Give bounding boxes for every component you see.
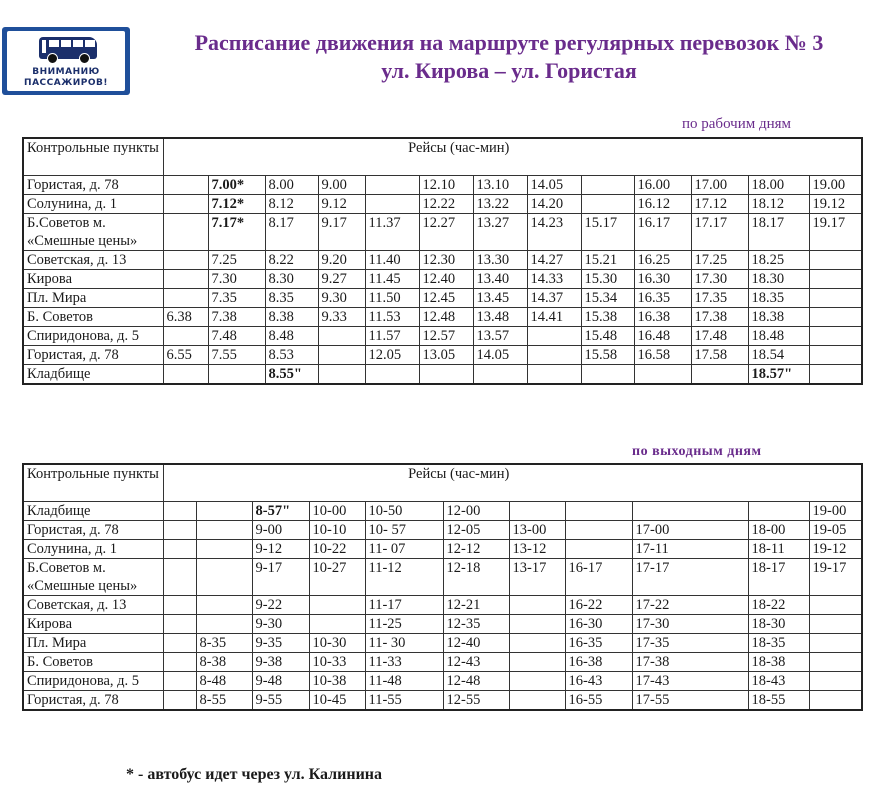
time-cell <box>365 195 419 214</box>
time-cell: 11-17 <box>365 596 443 615</box>
time-cell <box>565 502 632 521</box>
header-points: Контрольные пункты <box>23 464 163 502</box>
time-cell <box>163 672 196 691</box>
time-cell: 7.48 <box>208 327 265 346</box>
time-cell: 15.58 <box>581 346 634 365</box>
time-cell: 12-43 <box>443 653 509 672</box>
time-cell: 17-17 <box>632 559 748 596</box>
logo-line2: ПАССАЖИРОВ! <box>24 78 108 88</box>
logo-line1: ВНИМАНИЮ <box>32 67 100 77</box>
time-cell: 19-05 <box>809 521 862 540</box>
time-cell <box>809 270 862 289</box>
control-point: Б. Советов <box>23 308 163 327</box>
time-cell: 15.38 <box>581 308 634 327</box>
time-cell: 18-11 <box>748 540 809 559</box>
time-cell <box>509 502 565 521</box>
time-cell: 12.45 <box>419 289 473 308</box>
time-cell: 12-48 <box>443 672 509 691</box>
time-cell: 18.54 <box>748 346 809 365</box>
table-row <box>23 176 862 195</box>
time-cell: 8.53 <box>265 346 318 365</box>
table-row <box>23 559 862 596</box>
table-row <box>23 634 862 653</box>
control-point: Солунина, д. 1 <box>23 195 163 214</box>
time-cell: 8.30 <box>265 270 318 289</box>
time-cell: 14.37 <box>527 289 581 308</box>
time-cell: 18.57" <box>748 365 809 385</box>
time-cell: 11.53 <box>365 308 419 327</box>
table-row <box>23 615 862 634</box>
table-row <box>23 308 862 327</box>
time-cell: 9-12 <box>252 540 309 559</box>
time-cell: 16.35 <box>634 289 691 308</box>
table-row <box>23 596 862 615</box>
time-cell <box>691 365 748 385</box>
time-cell: 16-43 <box>565 672 632 691</box>
time-cell: 17.25 <box>691 251 748 270</box>
table-row <box>23 346 862 365</box>
time-cell <box>163 270 208 289</box>
time-cell: 9-48 <box>252 672 309 691</box>
time-cell: 11- 30 <box>365 634 443 653</box>
time-cell: 12-18 <box>443 559 509 596</box>
time-cell <box>163 634 196 653</box>
time-cell: 13.57 <box>473 327 527 346</box>
control-point: Гористая, д. 78 <box>23 176 163 195</box>
time-cell: 12-55 <box>443 691 509 711</box>
time-cell: 12-00 <box>443 502 509 521</box>
control-point: Советская, д. 13 <box>23 251 163 270</box>
table-row <box>23 195 862 214</box>
time-cell <box>581 365 634 385</box>
time-cell: 19.12 <box>809 195 862 214</box>
time-cell: 10- 57 <box>365 521 443 540</box>
time-cell: 6.55 <box>163 346 208 365</box>
weekend-schedule-table <box>22 463 863 711</box>
time-cell: 9-38 <box>252 653 309 672</box>
time-cell: 11- 07 <box>365 540 443 559</box>
time-cell: 14.41 <box>527 308 581 327</box>
time-cell: 8-48 <box>196 672 252 691</box>
time-cell: 13.22 <box>473 195 527 214</box>
time-cell: 17.30 <box>691 270 748 289</box>
time-cell <box>196 596 252 615</box>
time-cell <box>509 596 565 615</box>
time-cell <box>809 596 862 615</box>
time-cell: 10-45 <box>309 691 365 711</box>
time-cell <box>318 327 365 346</box>
time-cell <box>581 176 634 195</box>
time-cell <box>809 251 862 270</box>
control-point: Б.Советов м. «Смешные цены» <box>23 559 163 596</box>
time-cell: 8-35 <box>196 634 252 653</box>
time-cell: 16.48 <box>634 327 691 346</box>
time-cell: 17.00 <box>691 176 748 195</box>
time-cell: 9.12 <box>318 195 365 214</box>
table-row <box>23 502 862 521</box>
time-cell <box>163 540 196 559</box>
time-cell <box>509 672 565 691</box>
time-cell: 12-12 <box>443 540 509 559</box>
time-cell: 11.40 <box>365 251 419 270</box>
time-cell: 16.12 <box>634 195 691 214</box>
time-cell: 8.00 <box>265 176 318 195</box>
time-cell: 14.23 <box>527 214 581 251</box>
control-point: Советская, д. 13 <box>23 596 163 615</box>
time-cell <box>163 521 196 540</box>
time-cell: 9-17 <box>252 559 309 596</box>
time-cell <box>632 502 748 521</box>
time-cell: 10-33 <box>309 653 365 672</box>
time-cell: 8-57" <box>252 502 309 521</box>
time-cell <box>309 615 365 634</box>
time-cell: 18.35 <box>748 289 809 308</box>
time-cell: 12-21 <box>443 596 509 615</box>
time-cell <box>163 615 196 634</box>
table-row <box>23 365 862 385</box>
weekday-schedule-table <box>22 137 863 385</box>
control-point: Гористая, д. 78 <box>23 521 163 540</box>
time-cell: 13.05 <box>419 346 473 365</box>
time-cell: 12.57 <box>419 327 473 346</box>
time-cell: 6.38 <box>163 308 208 327</box>
time-cell <box>163 596 196 615</box>
time-cell: 14.05 <box>473 346 527 365</box>
time-cell <box>527 365 581 385</box>
time-cell: 11.57 <box>365 327 419 346</box>
time-cell: 13-00 <box>509 521 565 540</box>
time-cell: 18.12 <box>748 195 809 214</box>
time-cell: 18-17 <box>748 559 809 596</box>
time-cell: 17-30 <box>632 615 748 634</box>
page-subtitle: ул. Кирова – ул. Гористая <box>381 58 637 83</box>
time-cell: 13.27 <box>473 214 527 251</box>
table-row <box>23 521 862 540</box>
time-cell: 14.05 <box>527 176 581 195</box>
time-cell <box>365 176 419 195</box>
time-cell: 17.38 <box>691 308 748 327</box>
time-cell: 11.50 <box>365 289 419 308</box>
time-cell <box>163 251 208 270</box>
time-cell: 10-00 <box>309 502 365 521</box>
time-cell: 11.37 <box>365 214 419 251</box>
time-cell: 7.17* <box>208 214 265 251</box>
time-cell: 16-55 <box>565 691 632 711</box>
time-cell <box>809 634 862 653</box>
time-cell <box>196 540 252 559</box>
time-cell <box>365 365 419 385</box>
time-cell: 9-22 <box>252 596 309 615</box>
time-cell: 9-00 <box>252 521 309 540</box>
time-cell: 14.33 <box>527 270 581 289</box>
time-cell: 11-48 <box>365 672 443 691</box>
time-cell: 12.05 <box>365 346 419 365</box>
time-cell: 13.30 <box>473 251 527 270</box>
table-row <box>23 214 862 251</box>
header-trips: Рейсы (час-мин) <box>163 138 862 176</box>
time-cell <box>473 365 527 385</box>
time-cell: 18.30 <box>748 270 809 289</box>
time-cell <box>163 214 208 251</box>
time-cell: 14.20 <box>527 195 581 214</box>
time-cell: 17.35 <box>691 289 748 308</box>
weekday-label: по рабочим дням <box>682 116 792 132</box>
time-cell <box>163 365 208 385</box>
time-cell: 7.12* <box>208 195 265 214</box>
time-cell: 17-38 <box>632 653 748 672</box>
time-cell: 8.22 <box>265 251 318 270</box>
time-cell: 7.30 <box>208 270 265 289</box>
table-row <box>23 540 862 559</box>
time-cell: 18-43 <box>748 672 809 691</box>
time-cell: 16-30 <box>565 615 632 634</box>
time-cell <box>809 365 862 385</box>
time-cell: 11-33 <box>365 653 443 672</box>
time-cell: 16-22 <box>565 596 632 615</box>
time-cell: 13.10 <box>473 176 527 195</box>
time-cell <box>509 653 565 672</box>
time-cell <box>809 615 862 634</box>
time-cell: 18-38 <box>748 653 809 672</box>
time-cell <box>748 502 809 521</box>
control-point: Спиридонова, д. 5 <box>23 327 163 346</box>
table-row <box>23 327 862 346</box>
time-cell: 11-55 <box>365 691 443 711</box>
time-cell <box>163 691 196 711</box>
time-cell: 17.17 <box>691 214 748 251</box>
time-cell <box>509 634 565 653</box>
time-cell: 12.30 <box>419 251 473 270</box>
time-cell: 10-38 <box>309 672 365 691</box>
time-cell: 8.55" <box>265 365 318 385</box>
time-cell: 13-12 <box>509 540 565 559</box>
time-cell: 12.22 <box>419 195 473 214</box>
time-cell: 9.27 <box>318 270 365 289</box>
time-cell: 8-55 <box>196 691 252 711</box>
time-cell: 7.35 <box>208 289 265 308</box>
time-cell: 11.45 <box>365 270 419 289</box>
table-row <box>23 691 862 711</box>
time-cell: 19-00 <box>809 502 862 521</box>
time-cell: 18-35 <box>748 634 809 653</box>
time-cell <box>163 176 208 195</box>
control-point: Спиридонова, д. 5 <box>23 672 163 691</box>
time-cell: 10-30 <box>309 634 365 653</box>
time-cell: 12.48 <box>419 308 473 327</box>
control-point: Гористая, д. 78 <box>23 691 163 711</box>
time-cell: 9.17 <box>318 214 365 251</box>
time-cell <box>318 346 365 365</box>
time-cell <box>527 327 581 346</box>
time-cell: 16.17 <box>634 214 691 251</box>
time-cell: 12-40 <box>443 634 509 653</box>
time-cell: 17.12 <box>691 195 748 214</box>
time-cell: 16.00 <box>634 176 691 195</box>
time-cell <box>208 365 265 385</box>
time-cell: 15.17 <box>581 214 634 251</box>
time-cell <box>809 327 862 346</box>
time-cell <box>809 346 862 365</box>
time-cell: 17-43 <box>632 672 748 691</box>
header-trips: Рейсы (час-мин) <box>163 464 862 502</box>
time-cell <box>565 540 632 559</box>
time-cell <box>565 521 632 540</box>
time-cell <box>163 653 196 672</box>
time-cell <box>809 691 862 711</box>
time-cell: 16.25 <box>634 251 691 270</box>
time-cell <box>196 521 252 540</box>
time-cell: 8.38 <box>265 308 318 327</box>
time-cell: 17-00 <box>632 521 748 540</box>
time-cell: 8.12 <box>265 195 318 214</box>
time-cell: 15.30 <box>581 270 634 289</box>
time-cell: 15.21 <box>581 251 634 270</box>
control-point: Кирова <box>23 270 163 289</box>
time-cell: 9-55 <box>252 691 309 711</box>
time-cell: 9.20 <box>318 251 365 270</box>
control-point: Гористая, д. 78 <box>23 346 163 365</box>
time-cell: 15.34 <box>581 289 634 308</box>
time-cell: 15.48 <box>581 327 634 346</box>
time-cell: 8-38 <box>196 653 252 672</box>
control-point: Кладбище <box>23 365 163 385</box>
control-point: Б. Советов <box>23 653 163 672</box>
time-cell: 16-35 <box>565 634 632 653</box>
time-cell: 11-25 <box>365 615 443 634</box>
time-cell <box>196 502 252 521</box>
table-header-row <box>23 464 862 502</box>
time-cell: 13.48 <box>473 308 527 327</box>
time-cell: 18.38 <box>748 308 809 327</box>
time-cell: 14.27 <box>527 251 581 270</box>
control-point: Б.Советов м. «Смешные цены» <box>23 214 163 251</box>
time-cell <box>318 365 365 385</box>
time-cell: 8.48 <box>265 327 318 346</box>
control-point: Кирова <box>23 615 163 634</box>
table-row <box>23 270 862 289</box>
time-cell <box>196 559 252 596</box>
time-cell: 7.38 <box>208 308 265 327</box>
time-cell: 17-55 <box>632 691 748 711</box>
table-header-row <box>23 138 862 176</box>
time-cell: 7.55 <box>208 346 265 365</box>
footnote: * - автобус идет через ул. Калинина <box>126 766 383 783</box>
time-cell: 19-17 <box>809 559 862 596</box>
time-cell: 9.33 <box>318 308 365 327</box>
time-cell: 10-22 <box>309 540 365 559</box>
time-cell <box>419 365 473 385</box>
table-row <box>23 289 862 308</box>
time-cell: 9.00 <box>318 176 365 195</box>
time-cell <box>163 327 208 346</box>
time-cell: 8.35 <box>265 289 318 308</box>
time-cell <box>163 502 196 521</box>
time-cell: 16.30 <box>634 270 691 289</box>
time-cell: 18.25 <box>748 251 809 270</box>
time-cell: 9.30 <box>318 289 365 308</box>
control-point: Кладбище <box>23 502 163 521</box>
time-cell <box>809 653 862 672</box>
time-cell: 10-10 <box>309 521 365 540</box>
time-cell: 10-27 <box>309 559 365 596</box>
time-cell: 16-38 <box>565 653 632 672</box>
control-point: Солунина, д. 1 <box>23 540 163 559</box>
time-cell: 18-00 <box>748 521 809 540</box>
table-row <box>23 672 862 691</box>
bus-icon <box>39 37 97 59</box>
time-cell <box>309 596 365 615</box>
time-cell <box>809 289 862 308</box>
time-cell: 12.27 <box>419 214 473 251</box>
time-cell: 17.58 <box>691 346 748 365</box>
time-cell: 17-11 <box>632 540 748 559</box>
time-cell: 9-35 <box>252 634 309 653</box>
time-cell: 19.00 <box>809 176 862 195</box>
time-cell: 7.00* <box>208 176 265 195</box>
time-cell: 8.17 <box>265 214 318 251</box>
time-cell: 11-12 <box>365 559 443 596</box>
time-cell: 19.17 <box>809 214 862 251</box>
time-cell: 17.48 <box>691 327 748 346</box>
time-cell: 16.58 <box>634 346 691 365</box>
control-point: Пл. Мира <box>23 634 163 653</box>
control-point: Пл. Мира <box>23 289 163 308</box>
header-points: Контрольные пункты <box>23 138 163 176</box>
time-cell <box>196 615 252 634</box>
time-cell <box>163 289 208 308</box>
time-cell: 18.48 <box>748 327 809 346</box>
time-cell <box>509 615 565 634</box>
time-cell: 12.40 <box>419 270 473 289</box>
time-cell: 12-05 <box>443 521 509 540</box>
page-title: Расписание движения на маршруте регулярных перевозок № 3 <box>194 30 824 55</box>
time-cell <box>634 365 691 385</box>
time-cell: 13.40 <box>473 270 527 289</box>
time-cell: 12.10 <box>419 176 473 195</box>
time-cell <box>163 559 196 596</box>
time-cell: 16.38 <box>634 308 691 327</box>
time-cell <box>581 195 634 214</box>
time-cell: 13.45 <box>473 289 527 308</box>
time-cell <box>163 195 208 214</box>
attention-passengers-logo <box>2 27 130 95</box>
time-cell: 16-17 <box>565 559 632 596</box>
time-cell <box>809 308 862 327</box>
time-cell: 13-17 <box>509 559 565 596</box>
time-cell: 10-50 <box>365 502 443 521</box>
time-cell <box>527 346 581 365</box>
weekend-label: по выходным дням <box>632 444 762 459</box>
time-cell: 17-35 <box>632 634 748 653</box>
table-row <box>23 653 862 672</box>
time-cell: 18-30 <box>748 615 809 634</box>
time-cell: 18-55 <box>748 691 809 711</box>
time-cell: 19-12 <box>809 540 862 559</box>
time-cell: 17-22 <box>632 596 748 615</box>
time-cell <box>509 691 565 711</box>
time-cell: 18.17 <box>748 214 809 251</box>
time-cell: 9-30 <box>252 615 309 634</box>
time-cell: 7.25 <box>208 251 265 270</box>
time-cell: 18-22 <box>748 596 809 615</box>
time-cell: 18.00 <box>748 176 809 195</box>
time-cell <box>809 672 862 691</box>
table-row <box>23 251 862 270</box>
time-cell: 12-35 <box>443 615 509 634</box>
